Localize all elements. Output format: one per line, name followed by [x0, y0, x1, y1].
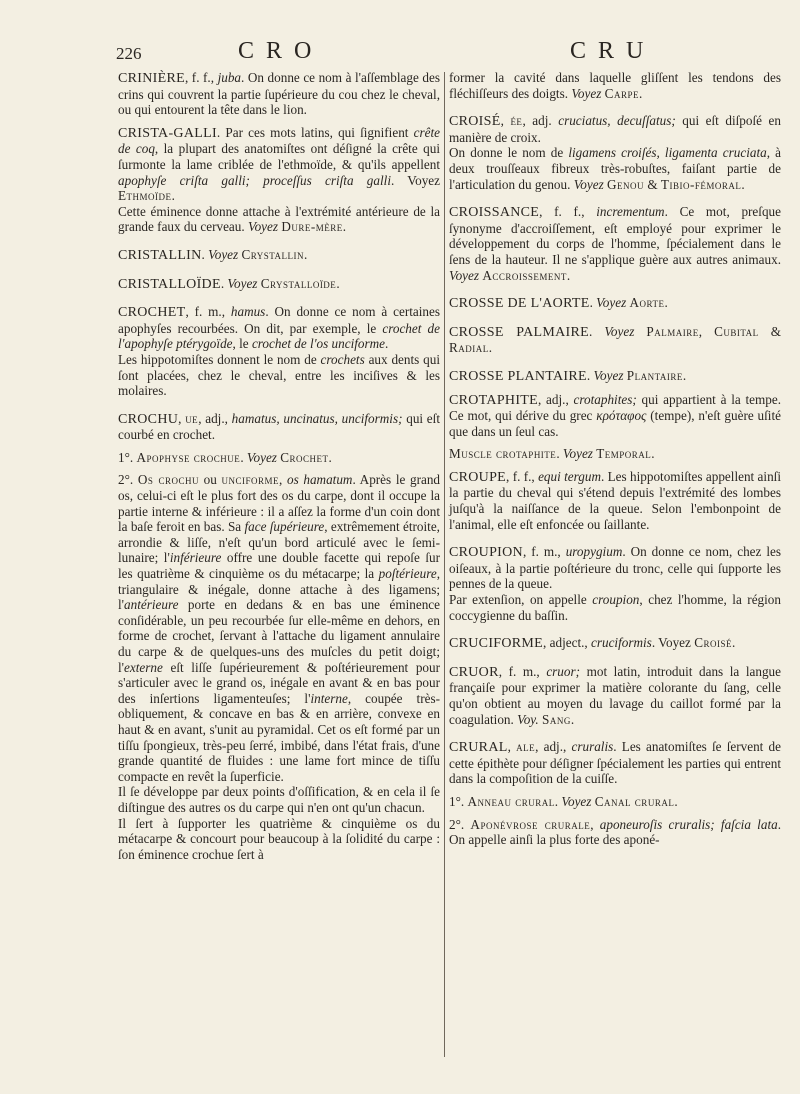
text-run: Voyez [227, 275, 258, 291]
entry-crosse-plantaire [449, 368, 781, 385]
text-run: crochets [320, 351, 365, 367]
text-run: . [741, 176, 745, 192]
text-run: . On appelle ainſi la plus forte des aponé- [449, 816, 781, 848]
anneau-crural [449, 794, 781, 810]
running-head-right: CRU [570, 38, 656, 64]
text-run: , adj., [198, 410, 232, 426]
text-run: , à deux trouſſeaux fibreux très-robuſtes, faiſant partie de l'articulation du genou. [449, 145, 782, 192]
text-run: eſt liſſe ſupérieurement & poſtérieurement pour s'articuler avec le grand os, inégale en avant & en bas pour des inſertions ligamenteuſes; l' [118, 659, 440, 706]
text-run: Voyez [449, 267, 480, 283]
text-run: CROSSE PLANTAIRE [449, 368, 587, 384]
text-run: Plantaire [626, 367, 683, 383]
text-run: qui appartient à la tempe. Ce mot, qui dérive du grec [449, 391, 781, 424]
entry-cruciforme [449, 635, 781, 652]
text-run: equi tergum [538, 468, 601, 484]
text-run: Cette éminence donne attache à l'extrémité antérieure de la grande faux du cerveau. [118, 203, 440, 235]
text-run: , f. f., [184, 70, 218, 85]
text-run: , extrêmement étroite, arrondie & liſſe, n'eſt qu'un bord articulé avec le ſemi-lunaire; l' [118, 519, 440, 566]
text-run: Voyez [596, 295, 627, 311]
text-run: 2°. [449, 816, 471, 832]
text-run: , triangulaire & inégale, donne attache à des ligamens; l' [118, 566, 440, 613]
text-run: , f. f., [506, 468, 539, 484]
apophyse-crochue [118, 450, 440, 466]
text-run: Apophyse crochue [136, 449, 241, 465]
entry-cristalloide [118, 276, 440, 293]
text-run: CROCHET [118, 305, 186, 321]
text-run: inférieure [169, 550, 222, 566]
text-run: poſtérieure [378, 566, 437, 582]
text-run: Cubital [714, 323, 759, 339]
text-run: . [664, 295, 668, 311]
text-run: Voy. [517, 711, 539, 727]
text-run: . [570, 711, 575, 727]
text-run [634, 324, 646, 339]
text-run: & [758, 323, 782, 339]
text-run: & [644, 176, 661, 192]
text-run: unciforme [221, 472, 280, 488]
text-run: externe [124, 659, 163, 675]
text-run: Voyez [561, 793, 592, 809]
text-run: incrementum [596, 204, 665, 220]
text-run: . [240, 449, 247, 465]
text-run: Crystallin [241, 246, 305, 262]
text-run: 1°. [449, 793, 468, 809]
text-run: , f. f., [539, 204, 597, 220]
text-run: . On donne ce nom à l'aſſemblage des crins qui couvrent la partie ſupérieure du cou chez le cheval, ou qui entourent la tête dans le lion. [118, 70, 440, 118]
text-run: CROTAPHITE [449, 392, 538, 408]
text-run: qui eſt courbé en crochet. [118, 410, 440, 443]
text-run: Palmaire [646, 323, 699, 339]
entry-cristallin [118, 247, 440, 264]
os-crochu-function [118, 816, 440, 863]
text-run: os hamatum [286, 472, 353, 488]
text-run: , [698, 323, 715, 339]
text-run: ou [199, 472, 222, 488]
text-run: . [589, 295, 597, 311]
text-run: Canal crural [594, 793, 675, 809]
text-run: (tempe), n'eſt guère uſité que dans un ſeul cas. [449, 408, 781, 439]
page-number: 226 [116, 44, 142, 63]
running-head-left: CRO [238, 38, 324, 64]
croupion-paragraph [449, 592, 781, 623]
text-run: face ſupérieure [244, 519, 325, 535]
text-run: crotaphites; [573, 391, 637, 407]
text-run: antérieure [124, 597, 179, 613]
text-run: Temporal [596, 446, 652, 462]
text-run: . Après le grand os, celui-ci eſt le plus fort des os du carpe, dont il occupe la partie interne & inférieure : il a aſſez la forme d'un coin dont la baſe feroit en bas. Sa [118, 472, 441, 535]
text-run: CRUOR [449, 664, 499, 680]
text-run: Voyez [571, 85, 602, 101]
text-run: CROSSE PALMAIRE [449, 324, 589, 340]
text-run: . [651, 446, 655, 462]
text-run: cruciformis [591, 635, 652, 651]
text-run: 1°. [118, 449, 137, 465]
text-run: . [682, 367, 687, 383]
text-run: . Voyez [390, 172, 440, 188]
muscle-crotaphite [449, 446, 781, 462]
text-run: Sang [542, 711, 571, 727]
text-run: Voyez [247, 219, 279, 235]
text-run: , [279, 472, 287, 488]
carpe-continuation [449, 70, 781, 101]
entry-croupion [449, 544, 781, 592]
text-run: . On donne ce nom, chez les oiſeaux, à la partie poſtérieure du tronc, celle qui ſupporte les pennes de la queue. [449, 544, 781, 592]
text-run: ligamens croiſés, ligamenta cruciata [568, 145, 767, 161]
text-run: . [488, 340, 493, 356]
text-run: qui eſt diſpoſé en manière de croix. [449, 113, 781, 145]
text-run: . [586, 367, 594, 383]
text-run: hamus [230, 304, 266, 320]
text-run: , adject., [543, 635, 591, 651]
text-run: CRISTALLOÏDE [118, 276, 221, 292]
entry-crista-galli [118, 125, 440, 204]
text-run: , adj. [522, 113, 559, 129]
text-run: crochet de l'apophyſe ptérygoïde [118, 320, 440, 352]
text-run: . [638, 85, 643, 101]
text-run: . [201, 246, 209, 262]
entry-criniere [118, 70, 440, 118]
crista-galli-paragraph [118, 204, 440, 235]
text-run: CRUCIFORME [449, 636, 544, 652]
text-run: , le [232, 336, 252, 352]
text-run: aponeuroſis cruralis; faſcia lata [599, 816, 778, 832]
text-run: Croisé [694, 635, 732, 651]
text-run: . [566, 267, 571, 283]
text-run: , f. m., [185, 304, 231, 320]
text-run: . [674, 793, 678, 809]
text-run: . On donne ce nom à certaines apophyſes recourbées. On dit, par exemple, le [118, 304, 440, 336]
text-run: , [590, 816, 600, 832]
entry-crosse-palmaire [449, 324, 781, 356]
entry-crochu [118, 411, 440, 443]
text-run: Os crochu [137, 472, 200, 488]
text-run: Aorte [629, 295, 665, 311]
text-run: . Ce mot, preſque ſynonyme d'accroiſſement, eſt employé pour exprimer le développement du corps de l'homme, ſpécialement dans le ſens de la hauteur. Il ne s'applique guère aux autres animaux. [449, 204, 781, 267]
text-run: Dure-mère [281, 219, 343, 235]
os-crochu [118, 472, 440, 784]
text-run: Par extenſion, on appelle [449, 592, 593, 608]
text-run: Il ſert à ſupporter les quatrième & cinquième os du métacarpe & concourt pour beaucoup à la ſolidité du carpe : ſon éminence crochue ſert à [118, 815, 440, 862]
entry-croise [449, 113, 781, 145]
text-run: Genou [607, 176, 645, 192]
text-run: , [500, 113, 511, 129]
page-header [0, 38, 800, 66]
text-run: apophyſe criſta galli; proceſſus criſta galli [118, 172, 391, 188]
text-run: . [336, 275, 340, 291]
text-run: . Les anatomiſtes ſe ſervent de cette épithète pour déſigner ſpécialement les parties qui entrent dans la compoſition de la cuiſſe. [449, 739, 781, 787]
os-crochu-development [118, 784, 440, 815]
text-run: CRISTALLIN [118, 247, 202, 263]
text-run: Ethmoïde [118, 188, 172, 204]
text-run: . [554, 793, 562, 809]
text-run: CROUPION [449, 545, 523, 561]
text-run: Il ſe développe par deux points d'oſſification, & en cela il ſe diſtingue des autres os du carpe qui n'en ont qu'un chacun. [118, 784, 440, 815]
text-run: ée [510, 113, 523, 129]
aponevrose-crurale [449, 817, 781, 848]
text-run: CRISTA-GALLI [118, 125, 217, 141]
text-run: . Voyez [651, 635, 695, 651]
text-run: CROUPE [449, 469, 507, 485]
text-run: former la cavité dans laquelle gliſſent les tendons des fléchiſſeurs des doigts. [449, 70, 781, 101]
text-run: CROISSANCE [449, 205, 540, 221]
text-run: CROISÉ [449, 114, 501, 130]
text-run: . Par ces mots latins, qui ſignifient [216, 124, 414, 140]
text-run: offre une double facette qui repoſe ſur les quatrième & cinquième os du métacarpe; la [118, 550, 440, 582]
text-run: crochet de l'os unciforme [251, 336, 386, 352]
entry-crosse-aorte [449, 295, 781, 312]
text-run: , f. m., [522, 544, 566, 560]
text-run: CROCHU [118, 411, 179, 427]
text-run: crête de coq [118, 124, 440, 157]
text-run: , coupée très-obliquement, & concave en bas & en arrière, convexe en haut & en avant, s'unit au pyramidal. Cet os eſt formé par un tiſſu ſpongieux, très-peu ſerré, imbibé, dans l'état frais, d'une grande quantité de fluides : une lame fort mince de tiſſu compacte en revêt la ſuperficie. [118, 690, 440, 784]
text-run: Accroissement [482, 267, 567, 283]
entry-croissance [449, 204, 781, 283]
text-run: . [385, 336, 389, 352]
text-run: Crochet [280, 449, 329, 465]
text-run: Voyez [573, 176, 604, 192]
text-run: Voyez [208, 246, 239, 262]
text-run: . [588, 323, 605, 339]
text-run: Les hippotomiſtes donnent le nom de [118, 351, 321, 367]
text-run: , adj., [538, 391, 574, 407]
text-run: Crystalloïde [260, 275, 337, 291]
left-column [118, 70, 440, 862]
text-run: , chez l'homme, la région coccygienne du baſſin. [449, 592, 781, 623]
text-run: Voyez [593, 367, 624, 383]
text-run: . [556, 446, 563, 462]
right-column [449, 70, 781, 848]
entry-crotaphite [449, 392, 781, 440]
text-run: ale [516, 739, 536, 755]
text-run: . [342, 219, 347, 235]
entry-croupe [449, 469, 781, 532]
text-run: . [171, 188, 175, 204]
text-run: On donne le nom de [449, 145, 569, 161]
text-run: . [732, 635, 736, 651]
text-run: CRURAL [449, 740, 508, 756]
text-run: , [178, 410, 186, 426]
entry-crochet [118, 304, 440, 352]
text-run: hamatus, uncinatus, unciformis; [231, 410, 403, 426]
text-run: Voyez [562, 446, 593, 462]
text-run: uropygium [565, 544, 623, 560]
croise-paragraph [449, 145, 781, 192]
text-run: mot latin, introduit dans la langue françaiſe pour exprimer la matière colorante du ſang, celle qu'on obtient au moyen du lavage du caillot formé par la coagulation. [449, 663, 781, 727]
text-run: croupion [592, 592, 640, 608]
text-run: . Les hippotomiſtes appellent ainſi la partie du cheval qui s'étend depuis l'extrémité des lombes juſqu'à la naiſſance de la queue. Selon l'embonpoint de l'animal, elle eſt enfoncée ou ſaillante. [449, 468, 781, 532]
text-run: Anneau crural [467, 793, 555, 809]
text-run: . [328, 449, 332, 465]
entry-cruor [449, 664, 781, 727]
text-run: , adj., [535, 739, 572, 755]
text-run: cruralis [571, 739, 614, 755]
text-run: Muscle crotaphite [449, 446, 557, 462]
text-run: aux dents qui ſont placées, chez le cheval, entre les inciſives & les molaires. [118, 351, 440, 399]
text-run: interne [310, 690, 348, 706]
text-run: , la plupart des anatomiſtes ont déſigné la crête qui ſurmonte la lame criblée de l'ethmoïde, & qu'ils appellent [118, 141, 440, 172]
text-run: cruor; [546, 663, 581, 679]
text-run: ue [185, 410, 199, 426]
text-run: Aponévrose crurale [470, 816, 591, 832]
text-run: CRINIÈRE [118, 71, 185, 86]
crochet-paragraph [118, 352, 440, 399]
text-run: cruciatus, decuſſatus; [558, 113, 676, 129]
entry-crural [449, 739, 781, 787]
text-run: Radial [449, 340, 489, 356]
text-run: 2°. [118, 472, 138, 488]
text-run: , [507, 739, 517, 755]
text-run: Tibio-fémoral [660, 176, 742, 192]
text-run: Carpe [604, 85, 639, 101]
text-run: porte en dedans & en bas une éminence conſidérable, un peu recourbée ſur elle-même en dehors, en forme de crochet, ſervant à l'attache du ligament annulaire du carpe & de quelques-uns des muſcles du petit doigt; l' [118, 597, 440, 675]
text-run: , f. m., [498, 663, 547, 679]
text-run: CROSSE DE L'AORTE [449, 296, 590, 312]
text-run: juba [217, 70, 242, 85]
text-run: . [304, 246, 308, 262]
text-run: Voyez [604, 323, 635, 339]
text-run: κρόταφος [596, 408, 647, 424]
text-run: Voyez [246, 449, 277, 465]
text-run: . [220, 275, 228, 291]
